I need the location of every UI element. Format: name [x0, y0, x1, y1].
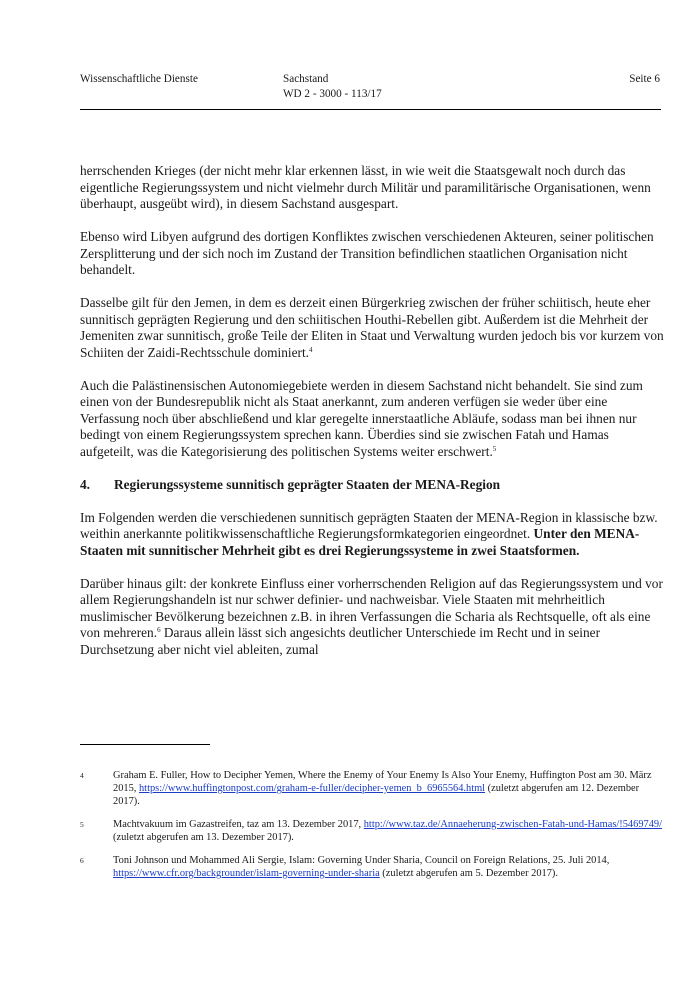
- footnote-link[interactable]: https://www.huffingtonpost.com/graham-e-fuller/decipher-yemen_b_6965564.html: [138, 783, 486, 795]
- footnote-citation: Graham E. Fuller, How to Decipher Yemen, Where the Enemy of Your Enemy Is Also Your Enemy, Huffington Post am 30. März 2015,: [113, 770, 652, 795]
- page-header: [80, 72, 660, 112]
- paragraph-text: Dasselbe gilt für den Jemen, in dem es derzeit einen Bürgerkrieg zwischen der früher schiitisch, heute eher sunnitisch geprägten Regierung und den schiitischen Houthi-Rebellen gibt. Außerdem ist die Mehrheit der Jemeniten zwar sunnitisch, große Teile der Eliten in Staat und Verwaltung wurden jedoch bis vor kurzem von Schiiten der Zaidi-Rechtsschule dominiert.: [80, 295, 664, 360]
- footnote-citation: Toni Johnson und Mohammed Ali Sergie, Islam: Governing Under Sharia, Council on Foreign Relations, 25. Juli 2014,: [113, 855, 610, 866]
- page-number: Seite 6: [629, 73, 660, 85]
- section-heading: [80, 477, 665, 494]
- footnote-accessed: (zuletzt abgerufen am 13. Dezember 2017).: [113, 832, 294, 844]
- footnote-accessed: (zuletzt abgerufen am 12. Dezember 2017).: [113, 783, 640, 808]
- paragraph: [80, 378, 665, 461]
- header-divider: [80, 109, 661, 110]
- footnote-number: 5: [80, 820, 84, 829]
- footnote: [80, 854, 665, 880]
- footnote-ref[interactable]: 6: [157, 626, 161, 634]
- footnote-ref[interactable]: 4: [309, 345, 313, 354]
- footnote-number: 6: [80, 856, 84, 865]
- footnote-text: [113, 769, 665, 809]
- footnote-citation: Machtvakuum im Gazastreifen, taz am 13. Dezember 2017,: [113, 819, 364, 830]
- footnote-text: [113, 818, 665, 844]
- footnote-link[interactable]: https://www.cfr.org/backgrounder/islam-governing-under-sharia: [113, 868, 380, 880]
- paragraph-text: Im Folgenden werden die verschiedenen sunnitisch geprägten Staaten der MENA-Region in klassische bzw. weithin anerkannte politikwissenschaftliche Regierungsformkategorien eingeordnet.: [80, 509, 658, 541]
- footnote-text: [113, 854, 665, 880]
- footnote-number: 4: [80, 771, 84, 780]
- paragraph-text: Daraus allein lässt sich angesichts deutlicher Unterschiede im Recht und in seiner Durchsetzung aber nicht viel ableiten, zumal: [80, 625, 601, 657]
- footnote-divider: [80, 744, 210, 745]
- paragraph: [80, 510, 665, 560]
- footnote-accessed: (zuletzt abgerufen am 5. Dezember 2017).: [379, 868, 558, 880]
- footnote-link[interactable]: http://www.taz.de/Annaeherung-zwischen-Fatah-und-Hamas/!5469749/: [363, 819, 662, 830]
- main-content: [80, 163, 665, 675]
- section-number: 4.: [80, 476, 91, 492]
- paragraph-text: Darüber hinaus gilt: der konkrete Einfluss einer vorherrschenden Religion auf das Regierungssystem und vor allem Regierungshandeln ist nur schwer definier- und nachweisbar. Viele Staaten mit mehrheitlich muslimischer Bevölkerung bezeichnen z.B. in ihren Verfassungen die Scharia als Rechtsquelle, oft als eine von mehreren.: [80, 575, 663, 640]
- footnote-ref[interactable]: 5: [492, 444, 497, 453]
- header-doc-title: Sachstand: [283, 73, 329, 85]
- paragraph: herrschenden Krieges (der nicht mehr klar erkennen lässt, in wie weit die Staatsgewalt noch durch das eigentliche Regierungssystem und nicht vielmehr durch Militär und paramilitärische Organisationen, wenn überhaupt, ausgeübt wird), in diesem Sachstand ausgespart.: [80, 163, 651, 211]
- header-doc-number: WD 2 - 3000 - 113/17: [283, 88, 382, 100]
- paragraph: Ebenso wird Libyen aufgrund des dortigen Konfliktes zwischen verschiedenen Akteuren, seiner politischen Zersplitterung und der sich noch im Zustand der Transition befindlichen staatlichen Organisation nicht behandelt.: [80, 229, 654, 277]
- footnote: [80, 769, 665, 809]
- paragraph: [80, 576, 665, 659]
- header-document-type: [283, 72, 382, 102]
- paragraph-text: Auch die Palästinensischen Autonomiegebiete werden in diesem Sachstand nicht behandelt. Sie sind zum einen von der Bundesrepublik nicht als Staat anerkannt, zum anderen verfügen sie weder über eine Verfassung noch über abschließend und klar geregelte innerstaatliche Abläufe, sodass man bei ihnen nur bedingt von einem Regierungssystem sprechen kann. Überdies sind sie zwischen Fatah und Hamas aufgeteilt, was die Kategorisierung des politischen Systems weiter erschwert.: [80, 377, 643, 459]
- paragraph-emphasis: Unter den MENA-Staaten mit sunnitischer Mehrheit gibt es drei Regierungssysteme in zwei Staatsformen.: [80, 526, 640, 558]
- header-institution: Wissenschaftliche Dienste: [80, 73, 198, 85]
- section-title: Regierungssysteme sunnitisch geprägter Staaten der MENA-Region: [114, 476, 501, 492]
- footnote: [80, 818, 665, 844]
- paragraph: [80, 295, 665, 361]
